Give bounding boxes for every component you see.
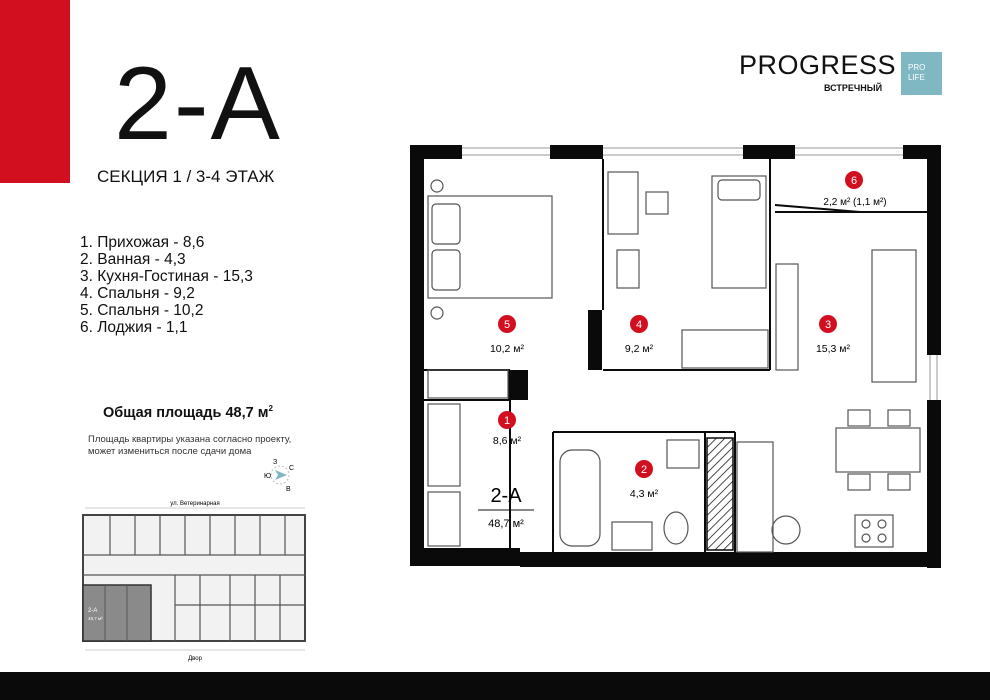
total-area-label: Общая площадь 48,7 м — [103, 404, 269, 421]
badge-line: PRO — [908, 63, 926, 72]
section-floor: СЕКЦИЯ 1 / 3-4 ЭТАЖ — [97, 167, 275, 186]
brand-subtitle: ВСТРЕЧНЫЙ — [824, 83, 883, 93]
brand-badge — [901, 52, 942, 95]
compass-north: С — [289, 465, 294, 472]
footer-bar — [0, 672, 990, 700]
keyplan-apt-area: 48,7 м² — [88, 616, 103, 621]
room-area: 4,3 м² — [629, 488, 659, 500]
room-list-item: 1. Прихожая - 8,6 — [80, 234, 205, 251]
keyplan-street-bottom: Двор — [188, 656, 202, 662]
room-area: 2,2 м² (1,1 м²) — [823, 197, 887, 208]
area-note-line: может измениться после сдачи дома — [88, 445, 252, 457]
room-number: 5 — [503, 319, 511, 331]
room-marker — [630, 460, 659, 500]
room-marker — [625, 315, 654, 355]
room-area: 15,3 м² — [815, 343, 851, 355]
compass-icon — [262, 458, 294, 492]
compass-south: Ю — [264, 473, 272, 480]
room-area: 9,2 м² — [624, 343, 654, 355]
area-note-line: Площадь квартиры указана согласно проекту, — [88, 434, 292, 445]
room-list-item: 4. Спальня - 9,2 — [80, 285, 195, 302]
plan-apt-area: 48,7 м² — [488, 518, 524, 530]
room-number: 4 — [635, 319, 643, 331]
room-area: 8,6 м² — [492, 435, 522, 447]
room-marker — [816, 315, 851, 355]
total-area-sup: 2 — [268, 404, 273, 413]
room-number: 1 — [503, 415, 511, 427]
plan-apt-label: 2-А — [490, 485, 522, 507]
room-number: 2 — [640, 464, 648, 476]
accent-red-bar — [0, 0, 70, 183]
brand-logo — [739, 50, 897, 93]
room-list-item: 3. Кухня-Гостиная - 15,3 — [80, 268, 253, 285]
room-area: 10,2 м² — [489, 343, 525, 355]
area-note — [88, 434, 291, 457]
room-list-item: 2. Ванная - 4,3 — [80, 251, 186, 268]
room-number: 6 — [850, 175, 858, 187]
room-number: 3 — [824, 319, 832, 331]
floor-plan — [400, 137, 960, 577]
room-list — [80, 234, 253, 336]
room-list-item: 5. Спальня - 10,2 — [80, 302, 204, 319]
room-marker — [823, 171, 886, 208]
room-marker — [493, 411, 522, 447]
room-marker — [490, 315, 525, 355]
compass-east: В — [286, 486, 291, 492]
compass-west: З — [273, 459, 278, 466]
total-area — [103, 404, 273, 421]
keyplan-street-top: ул. Ветеринарная — [170, 501, 220, 507]
badge-line: LIFE — [908, 73, 925, 82]
room-list-item: 6. Лоджия - 1,1 — [80, 319, 188, 336]
keyplan-apt-label: 2-А — [88, 608, 98, 614]
brand-name: PROGRESS — [739, 50, 897, 80]
apartment-title: 2-А — [114, 46, 282, 162]
key-plan — [80, 495, 310, 665]
